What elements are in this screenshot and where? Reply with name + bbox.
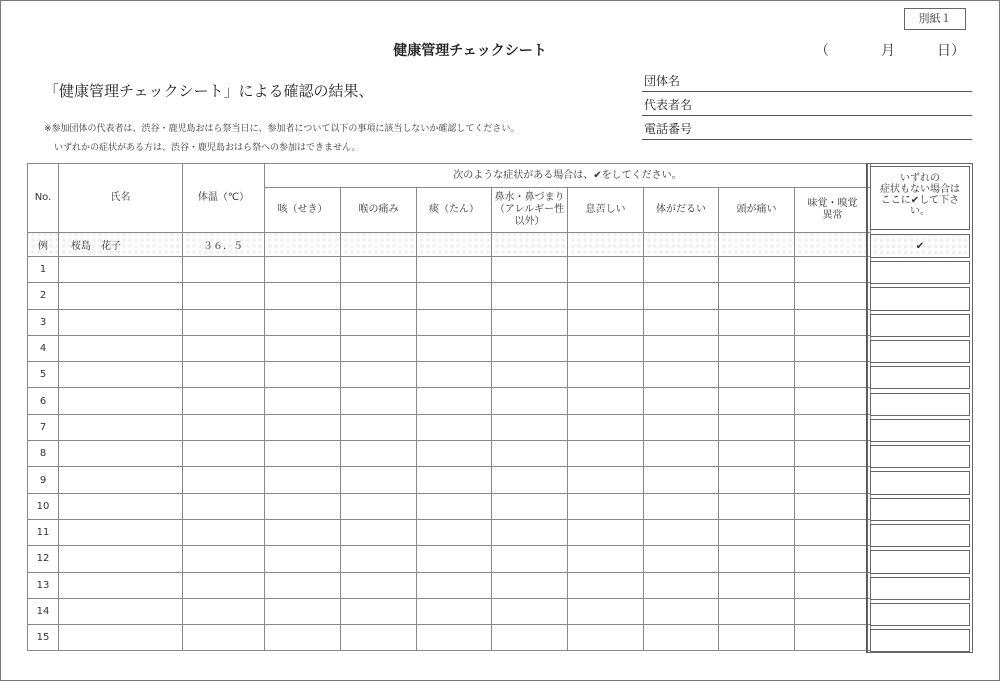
symptom-check-cell[interactable] — [265, 493, 341, 519]
symptom-check-cell[interactable] — [568, 493, 644, 519]
symptom-check-cell[interactable] — [719, 257, 795, 283]
example-temp: ３６．５ — [183, 233, 265, 257]
symptom-check-cell[interactable] — [417, 362, 492, 388]
symptom-check-cell[interactable] — [719, 467, 795, 493]
example-no: 例 — [28, 233, 59, 257]
symptom-check-cell[interactable] — [795, 257, 871, 283]
row-number: 3 — [28, 309, 59, 335]
symptom-check-cell[interactable] — [265, 283, 341, 309]
symptom-check-cell[interactable] — [265, 519, 341, 545]
no-symptom-checkbox[interactable] — [870, 393, 970, 416]
row-number: 1 — [28, 257, 59, 283]
symptom-check-cell[interactable] — [568, 625, 644, 651]
symptom-check-cell[interactable] — [644, 257, 719, 283]
no-symptom-checkbox[interactable] — [870, 524, 970, 547]
symptom-check-cell[interactable] — [492, 335, 568, 361]
temp-cell[interactable] — [183, 283, 265, 309]
table-row — [28, 335, 871, 361]
symptom-check-cell[interactable] — [417, 572, 492, 598]
symptom-check-cell[interactable] — [644, 493, 719, 519]
symptom-check-cell[interactable] — [644, 467, 719, 493]
row-number: 5 — [28, 362, 59, 388]
note-symptoms: いずれかの症状がある方は、渋谷・鹿児島おはら祭への参加はできません。 — [54, 143, 361, 153]
symptom-check-cell[interactable] — [341, 598, 417, 624]
group-name-field[interactable]: 団体名 — [642, 70, 972, 92]
symptom-check-cell[interactable] — [417, 625, 492, 651]
table-row — [28, 362, 871, 388]
symptom-check-cell[interactable] — [417, 546, 492, 572]
symptom-check-cell[interactable] — [417, 519, 492, 545]
header-temp: 体温（℃） — [183, 164, 265, 233]
symptom-check-cell[interactable] — [341, 467, 417, 493]
symptom-check-cell[interactable] — [417, 467, 492, 493]
symptom-check-cell[interactable] — [492, 572, 568, 598]
symptom-check-cell[interactable] — [568, 441, 644, 467]
no-symptom-checkbox[interactable] — [870, 550, 970, 573]
symptom-check-cell[interactable] — [644, 625, 719, 651]
symptom-check-cell[interactable] — [644, 309, 719, 335]
header-symptom: 息苦しい — [568, 188, 644, 233]
table-row — [28, 493, 871, 519]
symptom-check-cell[interactable] — [719, 335, 795, 361]
row-number: 14 — [28, 598, 59, 624]
symptom-check-cell[interactable] — [568, 519, 644, 545]
no-symptom-checkbox[interactable] — [870, 471, 970, 494]
symptom-check-cell[interactable] — [265, 362, 341, 388]
symptom-check-cell[interactable] — [341, 257, 417, 283]
symptom-check-cell[interactable] — [568, 362, 644, 388]
phone-field[interactable]: 電話番号 — [642, 118, 972, 140]
name-cell[interactable] — [59, 493, 183, 519]
name-cell[interactable] — [59, 598, 183, 624]
table-row — [28, 572, 871, 598]
symptom-check-cell[interactable] — [644, 362, 719, 388]
row-number: 10 — [28, 493, 59, 519]
name-cell[interactable] — [59, 625, 183, 651]
symptom-check-cell[interactable] — [341, 572, 417, 598]
example-check: ✔ — [870, 234, 970, 258]
symptom-check-cell[interactable] — [644, 519, 719, 545]
symptom-check-cell[interactable] — [568, 598, 644, 624]
symptom-check-cell[interactable] — [341, 414, 417, 440]
header-symptom: 頭が痛い — [719, 188, 795, 233]
name-cell[interactable] — [59, 519, 183, 545]
symptom-check-cell[interactable] — [341, 546, 417, 572]
temp-cell[interactable] — [183, 546, 265, 572]
symptom-check-cell[interactable] — [719, 546, 795, 572]
symptom-check-cell[interactable] — [795, 362, 871, 388]
name-cell[interactable] — [59, 441, 183, 467]
symptom-check-cell[interactable] — [568, 467, 644, 493]
header-symptom: 味覚・嗅覚 異常 — [795, 188, 871, 233]
symptom-check-cell[interactable] — [265, 625, 341, 651]
row-number: 6 — [28, 388, 59, 414]
symptom-check-cell[interactable] — [417, 441, 492, 467]
no-symptom-checkbox[interactable] — [870, 366, 970, 389]
symptom-check-cell[interactable] — [417, 388, 492, 414]
temp-cell[interactable] — [183, 598, 265, 624]
symptom-check-cell[interactable] — [492, 625, 568, 651]
temp-cell[interactable] — [183, 519, 265, 545]
symptom-check-cell[interactable] — [265, 572, 341, 598]
symptom-check-cell[interactable] — [417, 257, 492, 283]
table-row — [28, 546, 871, 572]
symptom-check-cell[interactable] — [795, 519, 871, 545]
header-no: No. — [28, 164, 59, 233]
temp-cell[interactable] — [183, 257, 265, 283]
symptom-check-cell[interactable] — [795, 493, 871, 519]
annex-label: 別紙１ — [904, 8, 966, 30]
symptom-check-cell[interactable] — [417, 493, 492, 519]
symptom-check-cell[interactable] — [341, 362, 417, 388]
symptom-check-cell[interactable] — [265, 257, 341, 283]
symptom-check-cell[interactable] — [265, 388, 341, 414]
symptom-check-cell[interactable] — [492, 362, 568, 388]
symptom-check-cell[interactable] — [568, 388, 644, 414]
symptom-check-cell[interactable] — [795, 283, 871, 309]
symptom-check-cell[interactable] — [795, 467, 871, 493]
symptom-check-cell[interactable] — [492, 467, 568, 493]
symptom-check-cell[interactable] — [719, 362, 795, 388]
sheet-title: 健康管理チェックシート — [393, 43, 547, 59]
symptom-check-cell[interactable] — [492, 519, 568, 545]
name-cell[interactable] — [59, 283, 183, 309]
symptom-check-cell[interactable] — [795, 309, 871, 335]
temp-cell[interactable] — [183, 388, 265, 414]
name-cell[interactable] — [59, 467, 183, 493]
symptom-check-cell[interactable] — [568, 572, 644, 598]
symptom-check-cell[interactable] — [341, 441, 417, 467]
no-symptom-checkbox[interactable] — [870, 498, 970, 521]
symptom-check-cell[interactable] — [795, 572, 871, 598]
table-row — [28, 414, 871, 440]
symptom-check-cell[interactable] — [568, 546, 644, 572]
symptom-check-cell[interactable] — [795, 441, 871, 467]
symptom-check-cell[interactable] — [492, 493, 568, 519]
symptom-check-cell[interactable] — [568, 257, 644, 283]
temp-cell[interactable] — [183, 572, 265, 598]
no-symptom-checkbox[interactable] — [870, 445, 970, 468]
symptom-check-cell[interactable] — [719, 283, 795, 309]
symptom-check-cell[interactable] — [644, 388, 719, 414]
symptom-check-cell[interactable] — [265, 546, 341, 572]
name-cell[interactable] — [59, 414, 183, 440]
name-cell[interactable] — [59, 546, 183, 572]
no-symptom-checkbox[interactable] — [870, 340, 970, 363]
no-symptom-checkbox[interactable] — [870, 629, 970, 652]
symptom-check-cell[interactable] — [719, 519, 795, 545]
row-number: 4 — [28, 335, 59, 361]
symptom-check-cell[interactable] — [568, 414, 644, 440]
table-row — [28, 257, 871, 283]
symptom-check-cell[interactable] — [644, 441, 719, 467]
header-symptom: 痰（たん） — [417, 188, 492, 233]
symptom-check-cell[interactable] — [568, 309, 644, 335]
row-number: 12 — [28, 546, 59, 572]
no-symptom-checkbox[interactable] — [870, 603, 970, 626]
header-name: 氏名 — [59, 164, 183, 233]
symptom-check-cell[interactable] — [265, 414, 341, 440]
header-symptom-group: 次のような症状がある場合は、✔をしてください。 — [265, 164, 871, 188]
symptom-check-cell[interactable] — [795, 546, 871, 572]
symptom-check-cell[interactable] — [644, 414, 719, 440]
example-row — [28, 233, 871, 257]
symptom-check-cell[interactable] — [719, 572, 795, 598]
symptom-check-cell[interactable] — [417, 414, 492, 440]
row-number: 11 — [28, 519, 59, 545]
row-number: 9 — [28, 467, 59, 493]
symptom-check-cell[interactable] — [719, 309, 795, 335]
row-number: 2 — [28, 283, 59, 309]
date-day: 日） — [937, 43, 965, 59]
temp-cell[interactable] — [183, 493, 265, 519]
symptom-check-cell[interactable] — [492, 388, 568, 414]
symptom-check-cell[interactable] — [719, 493, 795, 519]
symptom-check-cell[interactable] — [719, 388, 795, 414]
symptom-check-cell[interactable] — [341, 309, 417, 335]
symptom-check-cell[interactable] — [341, 519, 417, 545]
no-symptom-checkbox[interactable] — [870, 577, 970, 600]
symptom-check-cell[interactable] — [417, 598, 492, 624]
symptom-check-cell[interactable] — [719, 414, 795, 440]
table-row — [28, 441, 871, 467]
table-row — [28, 625, 871, 651]
symptom-check-cell[interactable] — [644, 598, 719, 624]
symptom-check-cell[interactable] — [568, 283, 644, 309]
table-row — [28, 519, 871, 545]
date-open: （ — [815, 43, 829, 59]
table-row — [28, 309, 871, 335]
name-cell[interactable] — [59, 572, 183, 598]
name-cell[interactable] — [59, 388, 183, 414]
symptom-check-cell[interactable] — [719, 598, 795, 624]
symptom-check-cell[interactable] — [719, 441, 795, 467]
symptom-check-cell[interactable] — [341, 283, 417, 309]
symptom-check-cell[interactable] — [417, 335, 492, 361]
date-field[interactable] — [815, 40, 965, 60]
example-name: 桜島 花子 — [59, 233, 183, 257]
symptom-check-cell[interactable] — [644, 572, 719, 598]
symptom-check-cell[interactable] — [644, 283, 719, 309]
date-month: 月 — [881, 43, 895, 59]
row-number: 15 — [28, 625, 59, 651]
symptom-check-cell[interactable] — [795, 414, 871, 440]
none-header: いずれの 症状もない場合は ここに✔して下さい。 — [870, 166, 970, 230]
table-row — [28, 283, 871, 309]
temp-cell[interactable] — [183, 414, 265, 440]
symptom-check-cell[interactable] — [492, 546, 568, 572]
symptom-check-cell[interactable] — [719, 625, 795, 651]
symptom-check-cell[interactable] — [265, 335, 341, 361]
symptom-check-cell[interactable] — [492, 598, 568, 624]
header-symptom: 喉の痛み — [341, 188, 417, 233]
symptom-check-cell[interactable] — [644, 335, 719, 361]
name-cell[interactable] — [59, 257, 183, 283]
name-cell[interactable] — [59, 335, 183, 361]
row-number: 13 — [28, 572, 59, 598]
result-subtitle: 「健康管理チェックシート」による確認の結果、 — [44, 82, 374, 100]
symptom-check-cell[interactable] — [341, 493, 417, 519]
symptom-check-cell[interactable] — [492, 414, 568, 440]
no-symptom-checkbox[interactable] — [870, 419, 970, 442]
symptom-check-cell[interactable] — [341, 625, 417, 651]
name-cell[interactable] — [59, 362, 183, 388]
no-symptom-column — [867, 163, 973, 653]
symptom-check-cell[interactable] — [265, 598, 341, 624]
symptom-check-cell[interactable] — [795, 625, 871, 651]
name-cell[interactable] — [59, 309, 183, 335]
representative-field[interactable]: 代表者名 — [642, 94, 972, 116]
row-number: 8 — [28, 441, 59, 467]
temp-cell[interactable] — [183, 362, 265, 388]
header-symptom: 咳（せき） — [265, 188, 341, 233]
table-row — [28, 598, 871, 624]
health-check-table — [27, 163, 871, 651]
temp-cell[interactable] — [183, 441, 265, 467]
symptom-check-cell[interactable] — [644, 546, 719, 572]
symptom-check-cell[interactable] — [341, 335, 417, 361]
no-symptom-checkbox[interactable] — [870, 261, 970, 284]
symptom-check-cell[interactable] — [265, 441, 341, 467]
header-symptom: 鼻水・鼻づまり （アレルギー性 以外） — [492, 188, 568, 233]
temp-cell[interactable] — [183, 625, 265, 651]
symptom-check-cell[interactable] — [417, 283, 492, 309]
temp-cell[interactable] — [183, 467, 265, 493]
symptom-check-cell[interactable] — [795, 388, 871, 414]
no-symptom-checkbox[interactable] — [870, 314, 970, 337]
symptom-check-cell[interactable] — [341, 388, 417, 414]
row-number: 7 — [28, 414, 59, 440]
header-symptom: 体がだるい — [644, 188, 719, 233]
symptom-check-cell[interactable] — [568, 335, 644, 361]
temp-cell[interactable] — [183, 309, 265, 335]
symptom-check-cell[interactable] — [492, 441, 568, 467]
symptom-check-cell[interactable] — [417, 309, 492, 335]
symptom-check-cell[interactable] — [265, 467, 341, 493]
symptom-check-cell[interactable] — [492, 283, 568, 309]
table-row — [28, 388, 871, 414]
symptom-check-cell[interactable] — [492, 309, 568, 335]
temp-cell[interactable] — [183, 335, 265, 361]
note-representative: ※参加団体の代表者は、渋谷・鹿児島おはら祭当日に、参加者について以下の事項に該当しないか確認してください。 — [44, 124, 520, 134]
table-row — [28, 467, 871, 493]
symptom-check-cell[interactable] — [795, 335, 871, 361]
no-symptom-checkbox[interactable] — [870, 287, 970, 310]
symptom-check-cell[interactable] — [795, 598, 871, 624]
symptom-check-cell[interactable] — [265, 309, 341, 335]
symptom-check-cell[interactable] — [492, 257, 568, 283]
